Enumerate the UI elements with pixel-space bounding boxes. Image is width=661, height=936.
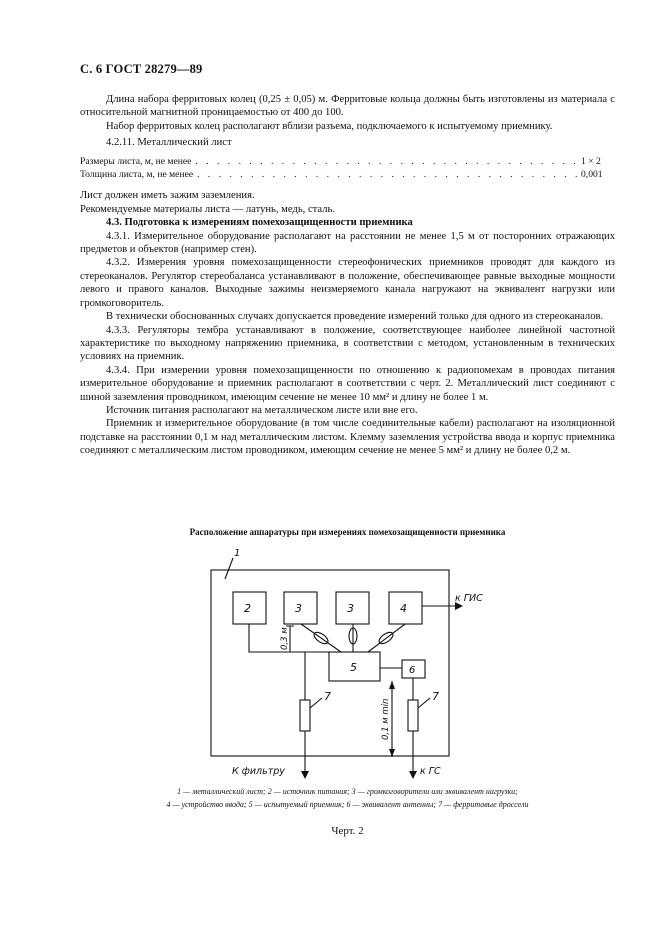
dimension-value: 0,001 — [581, 169, 603, 181]
figure-legend — [80, 786, 615, 811]
paragraph: Лист должен иметь зажим заземления. — [80, 190, 255, 202]
figure-number: Черт. 2 — [331, 825, 364, 837]
paragraph: Набор ферритовых колец располагают вблизи разъема, подключаемого к испытуемому приемнику. — [106, 120, 553, 132]
dimension-label: Толщина листа, м, не менее — [80, 169, 194, 181]
paragraph: 4.3.4. При измерении уровня помехозащищенности по отношению к радиопомехам в проводах питания измерительное оборудование и приемник располагают в соответствии с черт. 2. Металлический лист соединяют с шиной заземления проводником, имеющим сечение не менее 10 мм² и длину не более 1 м. — [80, 364, 615, 403]
label-1: 1 — [234, 548, 241, 559]
paragraph: 4.3.1. Измерительное оборудование располагают на расстоянии не менее 1,5 м от посторонних отражающих предметов и объектов (например стен). — [80, 230, 615, 256]
legend-line: 1 — металлический лист; 2 — источник питания; 3 — громкоговорители или эквивалент нагрузки; — [177, 787, 518, 796]
label-3: 3 — [347, 602, 354, 615]
metal-sheet — [211, 570, 449, 756]
to-gs-label: к ГС — [420, 766, 441, 777]
leader-line — [225, 558, 233, 579]
paragraph: Длина набора ферритовых колец (0,25 ± 0,05) м. Ферритовые кольца должны быть изготовлены из материала с относительной магнитной проницаемостью от 400 до 100. — [80, 94, 615, 119]
leader-line — [418, 698, 430, 708]
paragraph: 4.3.2. Измерения уровня помехозащищенности стереофонических приемников проводят для каждого из стереоканалов. Регулятор стереобаланса устанавливают в положение, обеспечивающее равные выходные мощности левого и правого каналов. Выходные зажимы неизмеряемого канала нагружают на эквивалент нагрузки или громкоговоритель. — [80, 257, 615, 309]
to-gis-label: к ГИС — [455, 593, 483, 604]
paragraph: Рекомендуемые материалы листа — латунь, медь, сталь. — [80, 203, 335, 215]
section-heading: 4.2.11. Металлический лист — [106, 137, 232, 149]
figure-caption: Расположение аппаратуры при измерениях помехозащищенности приемника — [189, 527, 506, 537]
label-2: 2 — [244, 602, 251, 615]
label-6: 6 — [409, 665, 416, 676]
arrow-head — [409, 771, 417, 779]
label-5: 5 — [350, 661, 357, 674]
legend-line: 4 — устройство ввода; 5 — испытуемый приемник; 6 — эквивалент антенны; 7 — ферритовые дроссели — [166, 799, 529, 809]
dimension-label-03: 0,3 м — [280, 627, 290, 650]
label-7: 7 — [324, 690, 331, 703]
label-4: 4 — [400, 602, 407, 615]
paragraph: В технически обоснованных случаях допускается проведение измерений только для одного из стереоканалов. — [106, 311, 604, 323]
label-3: 3 — [295, 602, 302, 615]
ferrite-choke — [300, 700, 310, 731]
label-7: 7 — [432, 690, 439, 703]
page-header: С. 6 ГОСТ 28279—89 — [80, 62, 203, 76]
section-heading: 4.3. Подготовка к измерениям помехозащищенности приемника — [106, 217, 413, 229]
arrow-head — [301, 771, 309, 779]
leader-line — [310, 698, 322, 708]
paragraph: Источник питания располагают на металлическом листе или вне его. — [106, 404, 418, 416]
paragraph: 4.3.3. Регуляторы тембра устанавливают в положение, соответствующее наиболее линейной частотной характеристике по выходному напряжению приемника, в соответствии с методом, установленным в технических условиях на приемник. — [80, 324, 615, 363]
to-filter-label: К фильтру — [232, 766, 285, 777]
arrow-head — [389, 681, 395, 689]
paragraph: Приемник и измерительное оборудование (в том числе соединительные кабели) располагают на изоляционной подставке на расстоянии 0,1 м над металлическим листом. Клемму заземления устройства ввода и корпус приемника соединяют с металлическим листом проводником, имеющим сечение не менее 5 мм² и длину не более 0,2 м. — [80, 418, 615, 457]
dimension-label-01: 0,1 м min — [381, 698, 391, 740]
dimension-label: Размеры листа, м, не менее — [80, 155, 192, 167]
ferrite-choke — [408, 700, 418, 731]
cable — [301, 624, 341, 652]
dimension-value: 1 × 2 — [581, 155, 601, 167]
cable — [368, 624, 405, 652]
